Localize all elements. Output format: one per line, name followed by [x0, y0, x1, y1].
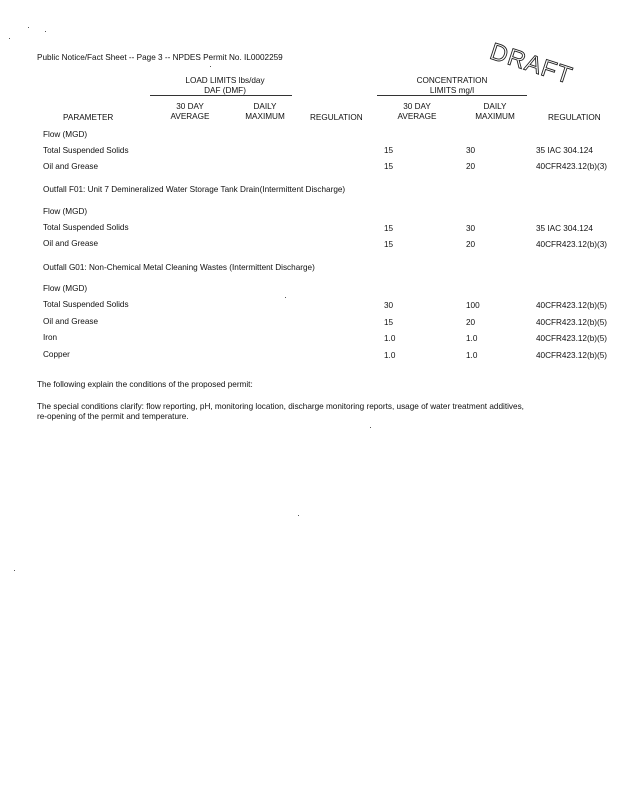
explain-paragraph: The following explain the conditions of the proposed permit: — [37, 380, 253, 389]
conc-30-day-label: 30 DAY — [403, 102, 431, 111]
conc-daily-max-value: 30 — [466, 146, 476, 155]
conc-30-day-average-header — [382, 102, 452, 122]
conc-30-day-value: 15 — [384, 146, 394, 155]
table-row-parameter: Oil and Grease — [43, 317, 99, 326]
load-30-day-label: 30 DAY — [176, 102, 204, 111]
table-row-parameter: Iron — [43, 333, 58, 342]
table-row-parameter: Oil and Grease — [43, 239, 99, 248]
concentration-title: CONCENTRATION — [416, 76, 488, 85]
load-limits-title: LOAD LIMITS lbs/day — [185, 76, 265, 85]
scan-speck — [14, 570, 15, 571]
conc-maximum-label: MAXIMUM — [475, 112, 515, 121]
concentration-rule — [377, 95, 527, 96]
load-limits-header — [150, 76, 300, 96]
conc-daily-max-value: 1.0 — [466, 351, 478, 360]
load-average-label: AVERAGE — [170, 112, 210, 121]
scan-speck — [285, 297, 286, 298]
conc-30-day-value: 30 — [384, 301, 394, 310]
scan-speck — [9, 38, 10, 39]
conc-regulation-header: REGULATION — [548, 113, 601, 122]
conc-30-day-value: 15 — [384, 318, 394, 327]
conc-daily-max-value: 100 — [466, 301, 480, 310]
special-conditions-line-2: re-opening of the permit and temperature. — [37, 412, 189, 421]
conc-daily-max-value: 1.0 — [466, 334, 478, 343]
table-row-parameter: Total Suspended Solids — [43, 146, 129, 155]
load-maximum-label: MAXIMUM — [245, 112, 285, 121]
table-row-parameter: Oil and Grease — [43, 162, 99, 171]
concentration-header — [377, 76, 527, 96]
table-row-parameter: Copper — [43, 350, 70, 359]
scan-speck — [28, 27, 29, 28]
table-row-parameter: Flow (MGD) — [43, 284, 88, 293]
table-row-parameter: Flow (MGD) — [43, 130, 88, 139]
load-daily-label: DAILY — [253, 102, 277, 111]
regulation-value: 40CFR423.12(b)(5) — [536, 318, 607, 327]
conc-daily-max-value: 30 — [466, 224, 476, 233]
scan-speck — [45, 31, 46, 32]
conc-30-day-value: 15 — [384, 240, 394, 249]
outfall-f01-title: Outfall F01: Unit 7 Demineralized Water Storage Tank Drain(Intermittent Discharge) — [43, 185, 346, 194]
table-row-parameter: Flow (MGD) — [43, 207, 88, 216]
load-limits-rule — [150, 95, 292, 96]
scan-speck — [298, 515, 299, 516]
scan-speck — [210, 66, 211, 67]
regulation-value: 40CFR423.12(b)(5) — [536, 334, 607, 343]
parameter-column-header: PARAMETER — [63, 113, 114, 122]
conc-daily-max-value: 20 — [466, 240, 476, 249]
conc-daily-max-value: 20 — [466, 162, 476, 171]
conc-daily-maximum-header — [460, 102, 530, 122]
draft-stamp: DRAFT — [486, 38, 576, 90]
conc-30-day-value: 1.0 — [384, 334, 396, 343]
concentration-subtitle: LIMITS mg/l — [429, 86, 475, 95]
document-header: Public Notice/Fact Sheet -- Page 3 -- NPDES Permit No. IL0002259 — [37, 53, 283, 62]
load-30-day-average-header — [155, 102, 225, 122]
load-regulation-header: REGULATION — [310, 113, 363, 122]
conc-daily-label: DAILY — [483, 102, 507, 111]
conc-average-label: AVERAGE — [397, 112, 437, 121]
load-limits-subtitle: DAF (DMF) — [204, 86, 246, 95]
load-daily-maximum-header — [230, 102, 300, 122]
conc-30-day-value: 1.0 — [384, 351, 396, 360]
regulation-value: 35 IAC 304.124 — [536, 146, 593, 155]
scan-speck — [370, 427, 371, 428]
conc-30-day-value: 15 — [384, 224, 394, 233]
regulation-value: 40CFR423.12(b)(5) — [536, 301, 607, 310]
regulation-value: 40CFR423.12(b)(5) — [536, 351, 607, 360]
regulation-value: 40CFR423.12(b)(3) — [536, 240, 607, 249]
regulation-value: 35 IAC 304.124 — [536, 224, 593, 233]
table-row-parameter: Total Suspended Solids — [43, 223, 129, 232]
conc-30-day-value: 15 — [384, 162, 394, 171]
table-row-parameter: Total Suspended Solids — [43, 300, 129, 309]
regulation-value: 40CFR423.12(b)(3) — [536, 162, 607, 171]
outfall-g01-title: Outfall G01: Non-Chemical Metal Cleaning Wastes (Intermittent Discharge) — [43, 263, 315, 272]
conc-daily-max-value: 20 — [466, 318, 476, 327]
special-conditions-line-1: The special conditions clarify: flow reporting, pH, monitoring location, discharge monitoring reports, usage of water treatment additives, — [37, 402, 524, 411]
